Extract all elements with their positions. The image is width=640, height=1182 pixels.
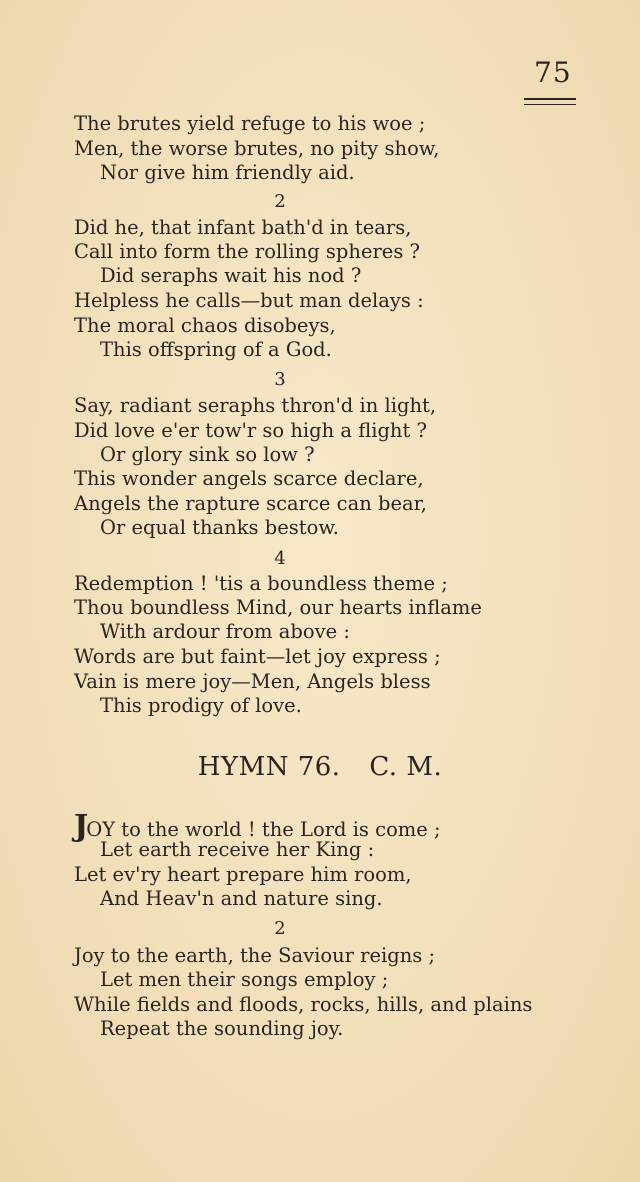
page-number: 75 xyxy=(534,56,572,89)
verse-line: Joy to the earth, the Saviour reigns ; xyxy=(74,944,436,967)
verse-line: Did seraphs wait his nod ? xyxy=(100,264,362,287)
verse-line: Let men their songs employ ; xyxy=(100,968,389,991)
verse-line: Angels the rapture scarce can bear, xyxy=(74,492,427,515)
verse-line: Let ev'ry heart prepare him room, xyxy=(74,863,412,886)
verse-line: Helpless he calls—but man delays : xyxy=(74,289,424,312)
verse-line: Men, the worse brutes, no pity show, xyxy=(74,137,440,160)
verse-line: And Heav'n and nature sing. xyxy=(100,887,383,910)
verse-line: With ardour from above : xyxy=(100,620,350,643)
verse-line: Or equal thanks bestow. xyxy=(100,516,339,539)
verse-line: Call into form the rolling spheres ? xyxy=(74,240,421,263)
hymn-heading xyxy=(0,754,640,780)
verse-line: Did he, that infant bath'd in tears, xyxy=(74,216,412,239)
verse-line: Redemption ! 'tis a boundless theme ; xyxy=(74,572,448,595)
verse-line: This wonder angels scarce declare, xyxy=(74,467,424,490)
verse-line: Let earth receive her King : xyxy=(100,838,375,861)
verse-line: This offspring of a God. xyxy=(100,338,332,361)
verse-line: Words are but faint—let joy express ; xyxy=(74,645,441,668)
hymn-title: HYMN 76. xyxy=(197,752,341,782)
hymn-meter: C. M. xyxy=(369,752,443,782)
verse-line-rest: OY to the world ! the Lord is come ; xyxy=(86,818,441,841)
verse-line: While fields and floods, rocks, hills, and plains xyxy=(74,993,533,1016)
verse-line: Or glory sink so low ? xyxy=(100,443,315,466)
stanza-number: 3 xyxy=(274,369,286,390)
stanza-number: 2 xyxy=(274,191,286,212)
verse-line: Say, radiant seraphs thron'd in light, xyxy=(74,394,437,417)
verse-line: Nor give him friendly aid. xyxy=(100,161,355,184)
verse-line: The moral chaos disobeys, xyxy=(74,314,336,337)
header-rule xyxy=(524,98,576,105)
verse-line: Vain is mere joy—Men, Angels bless xyxy=(74,670,431,693)
verse-line: Did love e'er tow'r so high a flight ? xyxy=(74,419,427,442)
verse-line: This prodigy of love. xyxy=(100,694,302,717)
verse-line: Repeat the sounding joy. xyxy=(100,1017,344,1040)
drop-cap: J xyxy=(74,809,87,844)
verse-line: Thou boundless Mind, our hearts inflame xyxy=(74,596,482,619)
verse-line: The brutes yield refuge to his woe ; xyxy=(74,112,426,135)
stanza-number: 4 xyxy=(274,548,286,569)
stanza-number: 2 xyxy=(274,918,286,939)
